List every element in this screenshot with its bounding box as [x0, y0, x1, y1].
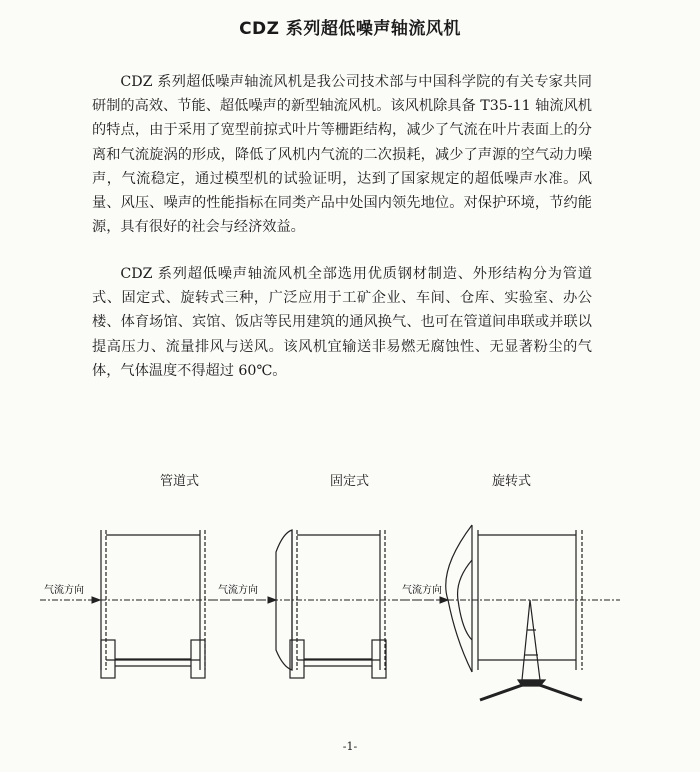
- rotary-type-fan-drawing: [446, 525, 582, 700]
- duct-type-fan-drawing: [101, 530, 205, 678]
- figure-label-fixed: 固定式: [330, 474, 370, 489]
- flow-direction-label-3: 气流方向: [402, 585, 442, 596]
- flow-direction-label-2: 气流方向: [218, 585, 258, 596]
- paragraph-intro: CDZ 系列超低噪声轴流风机是我公司技术部与中国科学院的有关专家共同研制的高效、节能、超低噪声的新型轴流风机。该风机除具备 T35-11 轴流风机的特点，由于采用了宽型前掠式叶片等栅距结构，减少了气流在叶片表面上的分离和气流旋涡的形成，降低了风机内气流的二次损耗，减少了声源的空气动力噪声，气流稳定，通过模型机的试验证明，达到了国家规定的超低噪声水准。风量、风压、噪声的性能指标在同类产品中处国内领先地位。对保护环境，节约能源，具有很好的社会与经济效益。: [92, 74, 592, 236]
- flow-direction-label-1: 气流方向: [44, 585, 84, 596]
- figure-label-rotary: 旋转式: [492, 474, 532, 489]
- paragraph-structure: CDZ 系列超低噪声轴流风机全部选用优质钢材制造、外形结构分为管道式、固定式、旋转式三种，广泛应用于工矿企业、车间、仓库、实验室、办公楼、体育场馆、宾馆、饭店等民用建筑的通风换气、也可在管道间串联或并联以提高压力、流量排风与送风。该风机宜输送非易燃无腐蚀性、无显著粉尘的气体，气体温度不得超过 60℃。: [92, 266, 592, 379]
- fixed-type-fan-drawing: [276, 530, 386, 678]
- page-number: -1-: [342, 740, 358, 753]
- fan-types-figure: [0, 500, 700, 710]
- page-title: CDZ 系列超低噪声轴流风机: [239, 19, 461, 39]
- figure-label-duct: 管道式: [160, 474, 200, 489]
